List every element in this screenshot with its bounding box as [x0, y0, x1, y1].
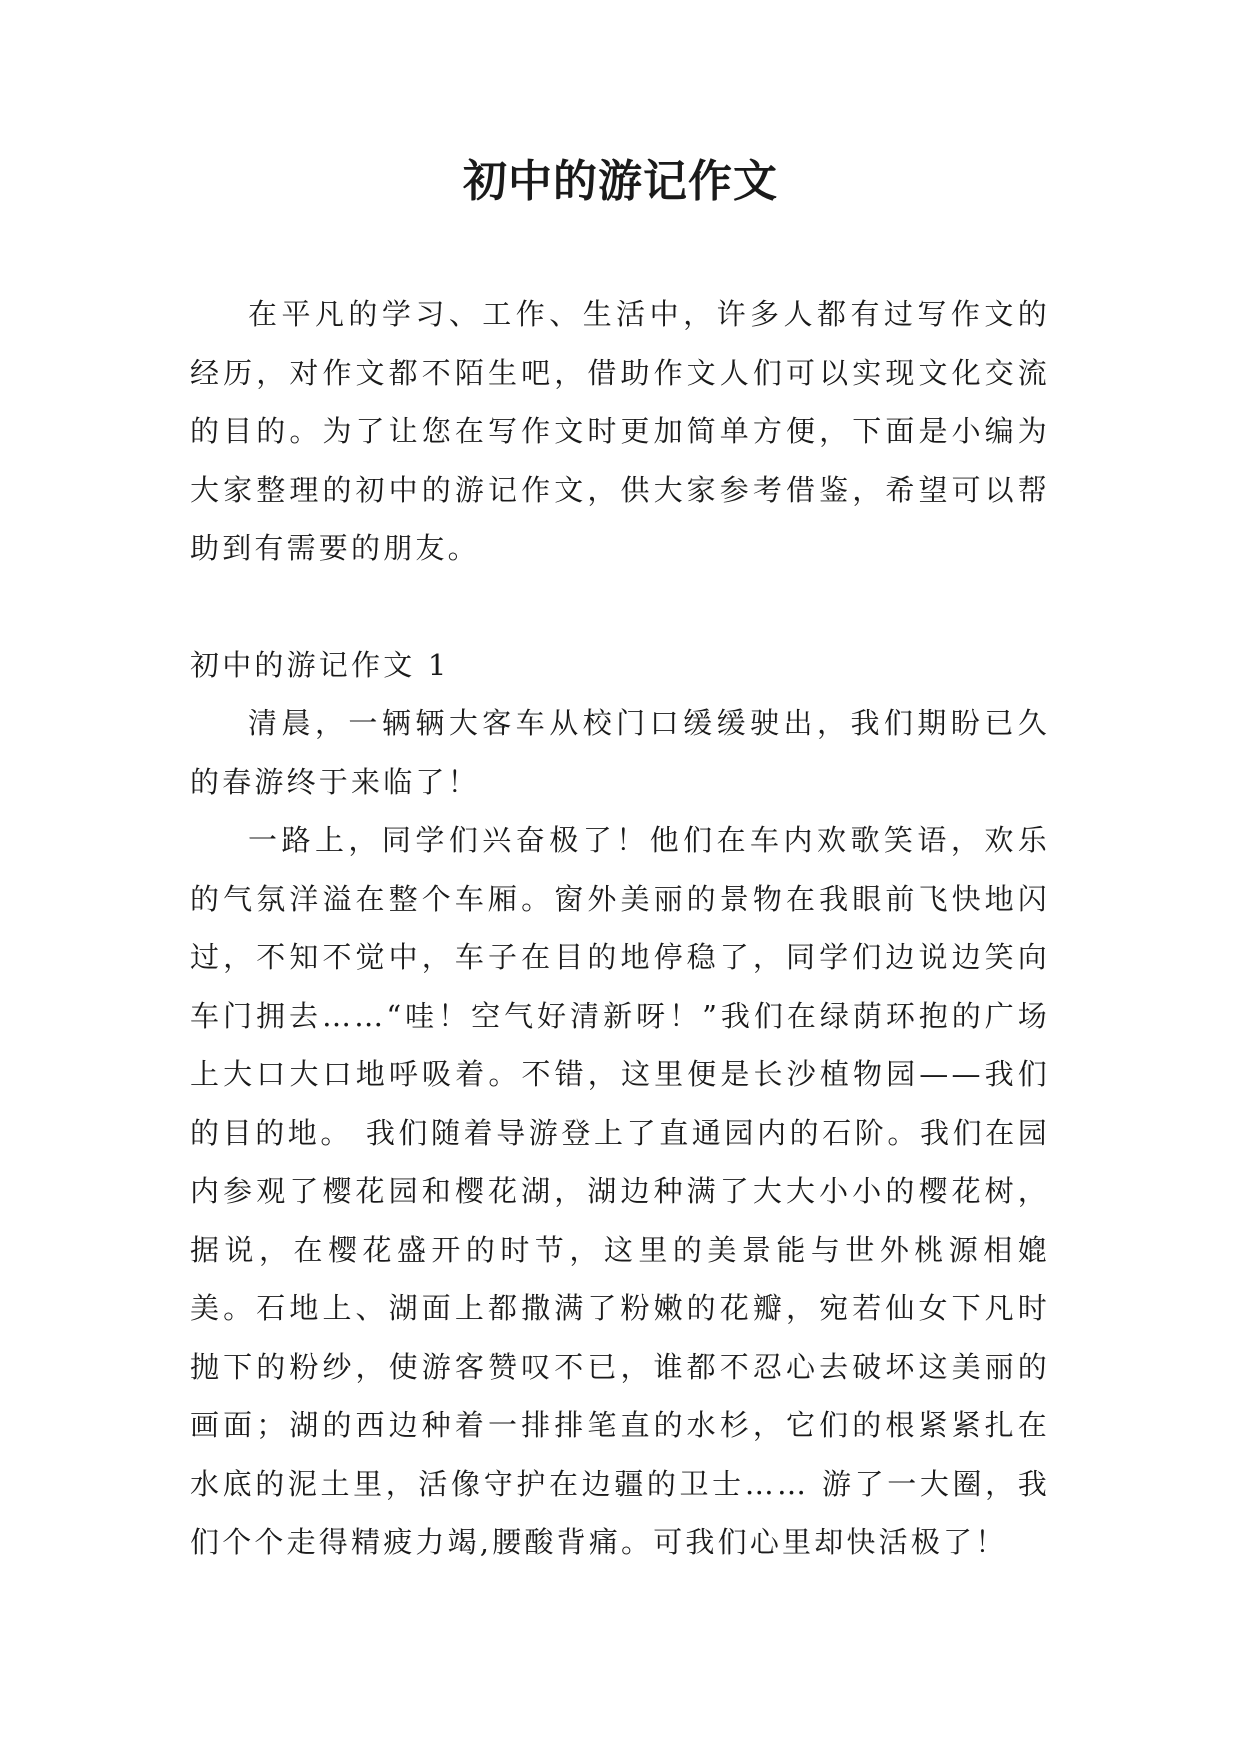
- body-paragraph: 清晨，一辆辆大客车从校门口缓缓驶出，我们期盼已久的春游终于来临了！: [190, 706, 1050, 799]
- document-body: [190, 285, 1050, 1572]
- body-paragraph: 一路上，同学们兴奋极了！他们在车内欢歌笑语，欢乐的气氛洋溢在整个车厢。窗外美丽的景物在我眼前飞快地闪过，不知不觉中，车子在目的地停稳了，同学们边说边笑向车门拥去……“哇！空气好清新呀！”我们在绿荫环抱的广场上大口大口地呼吸着。不错，这里便是长沙植物园——我们的目的地。 我们随着导游登上了直通园内的石阶。我们在园内参观了樱花园和樱花湖，湖边种满了大大小小的樱花树，据说，在樱花盛开的时节，这里的美景能与世外桃源相媲美。石地上、湖面上都撒满了粉嫩的花瓣，宛若仙女下凡时抛下的粉纱，使游客赞叹不已，谁都不忍心去破坏这美丽的画面；湖的西边种着一排排笔直的水杉，它们的根紧紧扎在水底的泥土里，活像守护在边疆的卫士…… 游了一大圈，我们个个走得精疲力竭,腰酸背痛。可我们心里却快活极了！: [190, 823, 1050, 1559]
- intro-paragraph: 在平凡的学习、工作、生活中，许多人都有过写作文的经历，对作文都不陌生吧，借助作文人们可以实现文化交流的目的。为了让您在写作文时更加简单方便，下面是小编为大家整理的初中的游记作文，供大家参考借鉴，希望可以帮助到有需要的朋友。: [190, 297, 1050, 565]
- section-heading: 初中的游记作文 1: [190, 647, 450, 682]
- document-title: 初中的游记作文: [463, 156, 778, 207]
